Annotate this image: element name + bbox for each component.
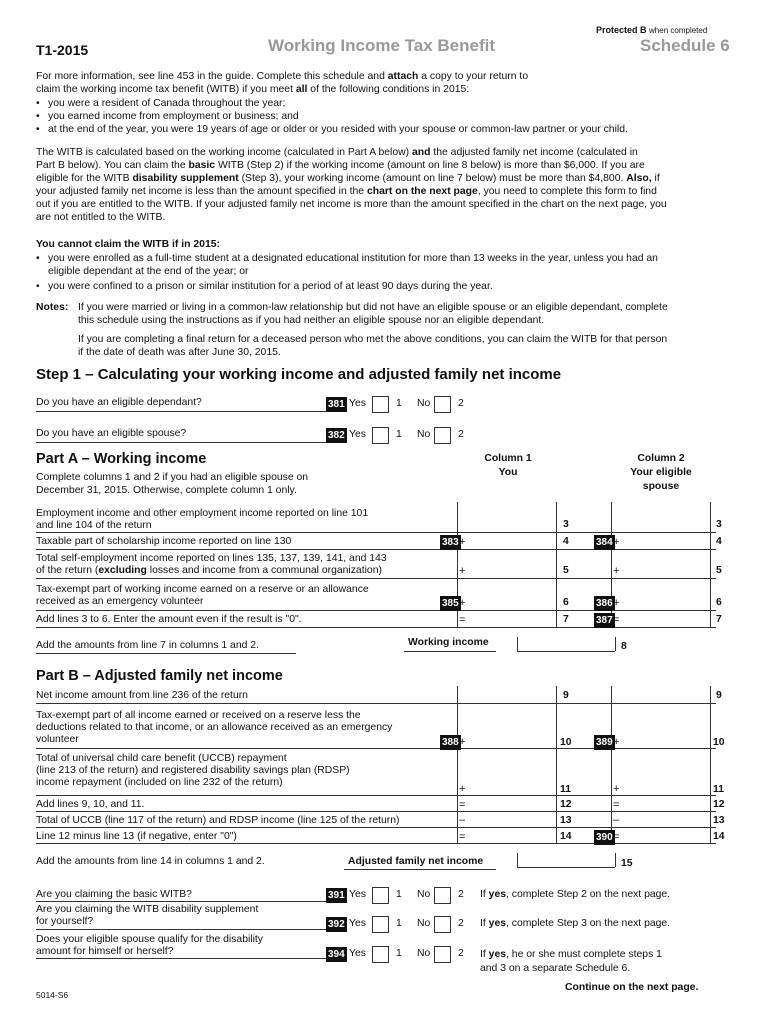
page-title: Working Income Tax Benefit — [268, 36, 496, 55]
adjusted-family-net-income-label: Adjusted family net income — [348, 856, 484, 867]
row-text: Total self-employment income reported on lines 135, 137, 139, 141, and 143 — [36, 553, 387, 564]
intro-bold: disability supplement — [132, 173, 239, 184]
line-15-number: 15 — [621, 858, 633, 869]
option-code: 1 — [396, 398, 402, 409]
option-code: 2 — [458, 948, 464, 959]
minus-sign: – — [613, 814, 620, 826]
intro-text: your adjusted family net income is less than the amount specified in the — [36, 186, 367, 197]
row-text: Employment income and other employment income reported on line 101 — [36, 508, 369, 519]
note-text: If — [480, 918, 489, 929]
row-rule — [36, 827, 716, 828]
working-income-field[interactable] — [517, 651, 615, 652]
line-7-number: 7 — [563, 614, 569, 625]
row-rule — [36, 795, 716, 796]
field-rule — [615, 853, 616, 867]
intro-bold: basic — [188, 160, 216, 171]
question-text: Does your eligible spouse qualify for the disability — [36, 934, 263, 945]
yes-label: Yes — [349, 918, 366, 929]
intro-text: For more information, see line 453 in the guide. Complete this schedule and — [36, 71, 388, 82]
note-bold: yes — [488, 918, 507, 929]
continue-next-page: Continue on the next page. — [565, 982, 699, 993]
plus-sign: + — [613, 597, 620, 609]
line-15-label: Add the amounts from line 14 in columns 1 and 2. — [36, 856, 265, 867]
no-label: No — [417, 398, 431, 409]
intro-text: Part B below). You can claim the — [36, 160, 189, 171]
protected-suffix: when completed — [649, 26, 708, 35]
row-text: Total of universal child care benefit (UCCB) repayment — [36, 753, 287, 764]
row-text: deductions related to that income, or an allowance received as an emergency — [36, 722, 393, 733]
note-text: and 3 on a separate Schedule 6. — [480, 963, 631, 974]
option-code: 1 — [396, 918, 402, 929]
row-rule — [36, 578, 716, 579]
line-6-number: 6 — [716, 597, 722, 608]
option-code: 1 — [396, 948, 402, 959]
row-text: of the return ( — [36, 565, 99, 576]
plus-sign: + — [459, 736, 466, 748]
equals-sign: = — [613, 831, 620, 843]
minus-sign: – — [459, 814, 466, 826]
equals-sign: = — [459, 614, 466, 626]
adjusted-family-net-income-field[interactable] — [517, 867, 615, 868]
note-text: If — [480, 949, 489, 960]
line-3-number: 3 — [563, 519, 569, 530]
line-12-label: Add lines 9, 10, and 11. — [36, 799, 145, 810]
spouse-disability-yes-checkbox[interactable] — [372, 946, 389, 963]
equals-sign: = — [613, 799, 620, 811]
row-text: and line 104 of the return — [36, 520, 152, 531]
yes-label: Yes — [349, 889, 366, 900]
intro-paragraph-2 — [36, 146, 736, 224]
line-9-number: 9 — [716, 690, 722, 701]
disability-supplement-instruction — [480, 918, 670, 929]
equals-sign: = — [459, 799, 466, 811]
note-text: If — [480, 889, 489, 900]
option-code: 1 — [396, 889, 402, 900]
intro-bold: and — [411, 147, 431, 158]
line-6-label — [36, 584, 441, 608]
line-number-383: 383 — [442, 537, 459, 548]
line-3-label — [36, 508, 441, 532]
intro-text: are not entitled to the WITB. — [36, 212, 166, 223]
spouse-disability-question — [36, 934, 263, 958]
plus-sign: + — [613, 783, 620, 795]
row-text: losses and income from a communal organization) — [146, 565, 382, 576]
field-rule — [615, 637, 616, 651]
column-1-left-rule — [457, 686, 458, 844]
line-14-number: 14 — [713, 831, 725, 842]
plus-sign: + — [613, 536, 620, 548]
line-12-number: 12 — [560, 799, 572, 810]
intro-text: a copy to your return to — [418, 71, 529, 82]
basic-witb-question: Are you claiming the basic WITB? — [36, 889, 192, 900]
plus-sign: + — [613, 565, 620, 577]
spouse-yes-checkbox[interactable] — [372, 427, 389, 444]
step1-heading: Step 1 – Calculating your working income and adjusted family net income — [36, 366, 562, 383]
plus-sign: + — [459, 597, 466, 609]
row-rule — [36, 703, 716, 704]
line-number-382: 382 — [328, 430, 345, 441]
bullet-text: you were confined to a prison or similar institution for a period of at least 90 days during the year. — [48, 281, 493, 292]
note-bold: yes — [488, 889, 507, 900]
line-13-number: 13 — [560, 815, 572, 826]
question-underline — [36, 901, 326, 902]
column-title: Column 2 — [637, 453, 685, 464]
equals-sign: = — [613, 614, 620, 626]
row-text: (line 213 of the return) and registered disability savings plan (RDSP) — [36, 765, 350, 776]
line-14-number: 14 — [560, 831, 572, 842]
bullet-text — [48, 252, 738, 278]
intro-text: of the following conditions in 2015: — [307, 84, 470, 95]
intro-paragraph-1 — [36, 70, 736, 96]
intro-text: claim the working income tax benefit (WITB) if you meet — [36, 84, 296, 95]
line-11-label — [36, 753, 441, 789]
intro-text: if — [651, 173, 660, 184]
line-9-label: Net income amount from line 236 of the return — [36, 690, 248, 701]
intro-bold: all — [295, 84, 308, 95]
line-9-number: 9 — [563, 690, 569, 701]
disability-supplement-no-checkbox[interactable] — [434, 916, 451, 933]
row-text: volunteer — [36, 734, 79, 745]
row-text: income repayment (included on line 232 of the return) — [36, 777, 283, 788]
field-rule — [517, 853, 518, 867]
option-code: 2 — [458, 429, 464, 440]
line-11-number: 11 — [713, 784, 724, 795]
intro-text: The WITB is calculated based on the working income (calculated in Part A below) — [36, 147, 412, 158]
part-a-heading: Part A – Working income — [36, 451, 207, 467]
line-8-label: Add the amounts from line 7 in columns 1 and 2. — [36, 640, 259, 651]
intro-text: eligible for the WITB — [36, 173, 133, 184]
intro-bold: Also, — [626, 173, 652, 184]
line-number-392: 392 — [328, 919, 345, 930]
line-10-number: 10 — [713, 737, 725, 748]
note-1 — [78, 301, 738, 327]
dependant-yes-checkbox[interactable] — [372, 396, 389, 413]
line-number-384: 384 — [596, 537, 613, 548]
line-11-number: 11 — [560, 784, 571, 795]
spouse-question: Do you have an eligible spouse? — [36, 428, 187, 439]
plus-sign: + — [459, 783, 466, 795]
line-7-number: 7 — [716, 614, 722, 625]
bullet-text: you earned income from employment or business; and — [48, 111, 299, 122]
protected-b: Protected B — [596, 25, 647, 35]
instruction-text: December 31, 2015. Otherwise, complete column 1 only. — [36, 485, 297, 496]
yes-label: Yes — [349, 948, 366, 959]
line-4-label: Taxable part of scholarship income reported on line 130 — [36, 536, 292, 547]
question-underline — [36, 929, 326, 930]
question-underline — [36, 442, 326, 443]
row-rule — [36, 532, 716, 533]
form-id: T1-2015 — [36, 42, 89, 58]
question-underline — [36, 958, 326, 959]
bullet-text: at the end of the year, you were 19 years of age or older or you resided with your spouse or common-law partner or your child. — [48, 124, 628, 135]
notes-label: Notes: — [36, 302, 69, 313]
note-text: if the date of death was after June 30, 2015. — [78, 347, 281, 358]
bullet-line: you were enrolled as a full-time student at a designated educational institution for more than 13 weeks in the year, unless you had an — [48, 253, 658, 264]
bullet: • — [36, 98, 40, 109]
column-subtitle: Your eligible — [630, 467, 692, 478]
row-text: received as an emergency volunteer — [36, 596, 204, 607]
row-rule — [36, 811, 716, 812]
line-number-391: 391 — [328, 890, 345, 901]
bullet: • — [36, 124, 40, 135]
yes-label: Yes — [349, 398, 366, 409]
yes-label: Yes — [349, 429, 366, 440]
intro-text: out if you are entitled to the WITB. If your adjusted family net income is more than the amount specified in the chart on the next page, you — [36, 199, 667, 210]
part-b-heading: Part B – Adjusted family net income — [36, 668, 283, 684]
no-label: No — [417, 918, 431, 929]
note-text: If you were married or living in a common-law relationship but did not have an eligible spouse or an eligible dependant, complete — [78, 302, 668, 313]
bullet: • — [36, 253, 40, 264]
intro-bold: chart on the next page — [366, 186, 478, 197]
field-rule — [517, 637, 518, 651]
bullet-line: eligible dependant at the end of the year; or — [48, 266, 249, 277]
spouse-no-checkbox[interactable] — [434, 427, 451, 444]
row-text: Tax-exempt part of all income earned or received on a reserve less the — [36, 710, 361, 721]
column-2-header — [610, 452, 712, 494]
column-2-left-rule — [611, 686, 612, 844]
plus-sign: + — [613, 736, 620, 748]
bullet: • — [36, 111, 40, 122]
note-text: If you are completing a final return for a deceased person who met the above conditions, you can claim the WITB for that person — [78, 334, 668, 345]
note-bold: yes — [488, 949, 507, 960]
list-item — [36, 252, 736, 278]
equals-sign: = — [459, 831, 466, 843]
intro-bold: attach — [387, 71, 419, 82]
line-13-label: Total of UCCB (line 117 of the return) and RDSP income (line 125 of the return) — [36, 815, 400, 826]
plus-sign: + — [459, 536, 466, 548]
line-number-388: 388 — [442, 737, 459, 748]
line-4-number: 4 — [716, 536, 722, 547]
no-label: No — [417, 948, 431, 959]
line-5-number: 5 — [563, 565, 569, 576]
line-14-label: Line 12 minus line 13 (if negative, enter "0") — [36, 831, 237, 842]
question-text: for yourself? — [36, 916, 94, 927]
line-7-label: Add lines 3 to 6. Enter the amount even if the result is "0". — [36, 614, 302, 625]
basic-witb-instruction — [480, 889, 670, 900]
spouse-disability-no-checkbox[interactable] — [434, 946, 451, 963]
line-number-389: 389 — [596, 737, 613, 748]
line-number-385: 385 — [442, 598, 459, 609]
column-subtitle: You — [498, 467, 518, 478]
line-number-394: 394 — [328, 949, 345, 960]
row-rule — [404, 651, 496, 652]
row-rule — [344, 869, 496, 870]
no-label: No — [417, 429, 431, 440]
row-bold: excluding — [98, 565, 147, 576]
disability-supplement-question — [36, 904, 258, 928]
line-10-number: 10 — [560, 737, 572, 748]
note-text: this schedule using the instructions as if you had neither an eligible spouse nor an eligible dependant. — [78, 315, 545, 326]
line-number-381: 381 — [328, 399, 345, 410]
line-13-number: 13 — [713, 815, 725, 826]
line-number-390: 390 — [596, 832, 613, 843]
line-5-label — [36, 553, 441, 577]
line-3-number: 3 — [716, 519, 722, 530]
column-subtitle: spouse — [642, 481, 680, 492]
plus-sign: + — [459, 565, 466, 577]
note-text: , complete Step 2 on the next page. — [506, 889, 671, 900]
intro-text: (Step 3), your working income (amount on line 7 below) must be more than $4,800. — [238, 173, 627, 184]
intro-text: the adjusted family net income (calculated in — [430, 147, 638, 158]
note-text: , complete Step 3 on the next page. — [506, 918, 671, 929]
question-text: Are you claiming the WITB disability supplement — [36, 904, 259, 915]
column-1-right-rule — [556, 686, 557, 844]
intro-text: , you need to complete this form to find — [477, 186, 657, 197]
question-text: amount for himself or herself? — [36, 946, 174, 957]
line-12-number: 12 — [713, 799, 725, 810]
bullet-text: you were a resident of Canada throughout the year; — [48, 98, 286, 109]
dependant-question: Do you have an eligible dependant? — [36, 397, 202, 408]
cannot-claim-heading: You cannot claim the WITB if in 2015: — [36, 239, 220, 250]
line-number-387: 387 — [596, 615, 613, 626]
question-underline — [36, 411, 326, 412]
row-rule — [36, 653, 296, 654]
intro-text: WITB (Step 2) if the working income (amount on line 8 below) is more than $6,000. If you are — [215, 160, 645, 171]
no-label: No — [417, 889, 431, 900]
part-a-instructions — [36, 471, 308, 497]
option-code: 2 — [458, 398, 464, 409]
basic-witb-no-checkbox[interactable] — [434, 887, 451, 904]
column-title: Column 1 — [484, 453, 532, 464]
note-2 — [78, 333, 738, 359]
note-text: , he or she must complete steps 1 — [506, 949, 662, 960]
option-code: 2 — [458, 918, 464, 929]
working-income-label: Working income — [408, 637, 489, 648]
line-4-number: 4 — [563, 536, 569, 547]
line-8-number: 8 — [621, 641, 627, 652]
option-code: 2 — [458, 889, 464, 900]
basic-witb-yes-checkbox[interactable] — [372, 887, 389, 904]
bullet: • — [36, 281, 40, 292]
schedule-label: Schedule 6 — [640, 36, 730, 55]
line-number-386: 386 — [596, 598, 613, 609]
column-1-header — [462, 452, 554, 480]
row-text: Tax-exempt part of working income earned on a reserve or an allowance — [36, 584, 369, 595]
form-code: 5014-S6 — [36, 990, 69, 1000]
option-code: 1 — [396, 429, 402, 440]
instruction-text: Complete columns 1 and 2 if you had an eligible spouse on — [36, 472, 309, 483]
line-6-number: 6 — [563, 597, 569, 608]
disability-supplement-yes-checkbox[interactable] — [372, 916, 389, 933]
protected-label — [596, 25, 707, 35]
spouse-disability-instruction — [480, 948, 662, 976]
line-10-label — [36, 710, 441, 746]
line-5-number: 5 — [716, 565, 722, 576]
column-2-right-rule — [710, 686, 711, 844]
dependant-no-checkbox[interactable] — [434, 396, 451, 413]
